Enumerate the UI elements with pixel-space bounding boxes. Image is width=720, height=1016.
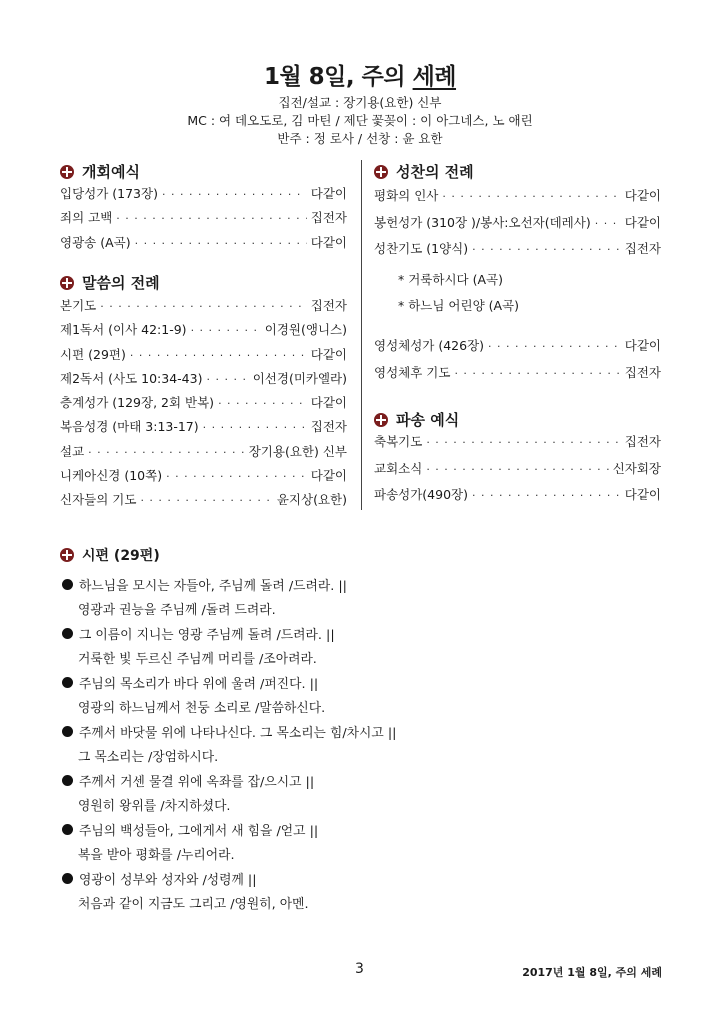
bullet-icon: [62, 873, 73, 884]
psalm-verse: 주님의 목소리가 바다 위에 울려 /퍼진다. || 영광의 하느님께서 천둥 소리로 /말씀하신다.: [62, 670, 396, 719]
eucharist-rows-2: [374, 336, 661, 389]
dismissal-rows: [374, 432, 661, 512]
list-item: * 거룩하시다 (A곡): [398, 272, 503, 287]
list-item: 입당성가 (173장) · · · 다같이: [60, 184, 347, 208]
section-heading-opening: 개회예식: [60, 161, 140, 182]
list-item: 봉헌성가 (310장 )/봉사:오선자(데레사) · · · 다같이: [374, 213, 661, 240]
page-number: 3: [355, 961, 364, 977]
credit-line: 반주 : 정 로사 / 선창 : 윤 요한: [277, 131, 443, 146]
cross-icon: [374, 413, 388, 427]
list-item: 층계성가 (129장, 2회 반복) · · · 다같이: [60, 393, 347, 417]
list-item: 제2독서 (사도 10:34-43) · · · 이선경(미카엘라): [60, 369, 347, 393]
list-item: 시편 (29편) · · · 다같이: [60, 345, 347, 369]
cross-icon: [374, 165, 388, 179]
opening-rows: [60, 184, 347, 257]
list-item: 복음성경 (마태 3:13-17) · · · 집전자: [60, 417, 347, 441]
list-item: 교회소식 · · · 신자회장: [374, 459, 661, 486]
eucharist-sub-items: [398, 270, 519, 322]
list-item: 본기도 · · · 집전자: [60, 296, 347, 320]
list-item: 영광송 (A곡) · · · 다같이: [60, 233, 347, 257]
bullet-icon: [62, 726, 73, 737]
list-item: 죄의 고백 · · · 집전자: [60, 208, 347, 232]
list-item: * 하느님 어린양 (A곡): [398, 298, 519, 313]
eucharist-rows: [374, 186, 661, 266]
section-heading-dismissal: 파송 예식: [374, 409, 459, 430]
list-item: 영성체성가 (426장) · · · 다같이: [374, 336, 661, 363]
section-heading-eucharist: 성찬의 전례: [374, 161, 474, 182]
list-item: 설교 · · · 장기용(요한) 신부: [60, 442, 347, 466]
bullet-icon: [62, 775, 73, 786]
psalm-verse: 주님의 백성들아, 그에게서 새 힘을 /얻고 || 복을 받아 평화를 /누리어라.: [62, 817, 396, 866]
psalm-verse: 주께서 거센 물결 위에 옥좌를 잡/으시고 || 영원히 왕위를 /차지하셨다.: [62, 768, 396, 817]
bullet-icon: [62, 677, 73, 688]
list-item: 영성체후 기도 · · · 집전자: [374, 363, 661, 390]
cross-icon: [60, 548, 74, 562]
credit-line: 집전/설교 : 장기용(요한) 신부: [278, 95, 442, 110]
list-item: 니케아신경 (10쪽) · · · 다같이: [60, 466, 347, 490]
list-item: 평화의 인사 · · · 다같이: [374, 186, 661, 213]
list-item: 신자들의 기도 · · · 윤지상(요한): [60, 490, 347, 514]
cross-icon: [60, 165, 74, 179]
credits: [0, 94, 720, 148]
page-title: 1월 8일, 주의 세례: [263, 64, 457, 90]
column-divider: [361, 160, 362, 510]
psalm-verse: 영광이 성부와 성자와 /성령께 || 처음과 같이 지금도 그리고 /영원히, 아멘.: [62, 866, 396, 915]
section-heading-psalm: 시편 (29편): [60, 545, 160, 565]
psalm-verse: 하느님을 모시는 자들아, 주님께 돌려 /드려라. || 영광과 권능을 주님께 /돌려 드려라.: [62, 572, 396, 621]
list-item: 파송성가(490장) · · · 다같이: [374, 485, 661, 512]
bullet-icon: [62, 579, 73, 590]
word-rows: [60, 296, 347, 515]
psalm-verses: [62, 572, 396, 915]
credit-line: MC : 여 데오도로, 김 마틴 / 제단 꽃꽂이 : 이 아그네스, 노 애린: [187, 113, 533, 128]
running-footer: 2017년 1월 8일, 주의 세례: [522, 966, 662, 979]
psalm-verse: 그 이름이 지니는 영광 주님께 돌려 /드려라. || 거룩한 빛 두르신 주님께 머리를 /조아려라.: [62, 621, 396, 670]
bullet-icon: [62, 628, 73, 639]
psalm-verse: 주께서 바닷물 위에 나타나신다. 그 목소리는 힘/차시고 || 그 목소리는 /장엄하시다.: [62, 719, 396, 768]
list-item: 제1독서 (이사 42:1-9) · · · 이경원(앵니스): [60, 320, 347, 344]
list-item: 축복기도 · · · 집전자: [374, 432, 661, 459]
section-heading-word: 말씀의 전례: [60, 272, 160, 293]
list-item: 성찬기도 (1양식) · · · 집전자: [374, 239, 661, 266]
bullet-icon: [62, 824, 73, 835]
cross-icon: [60, 276, 74, 290]
